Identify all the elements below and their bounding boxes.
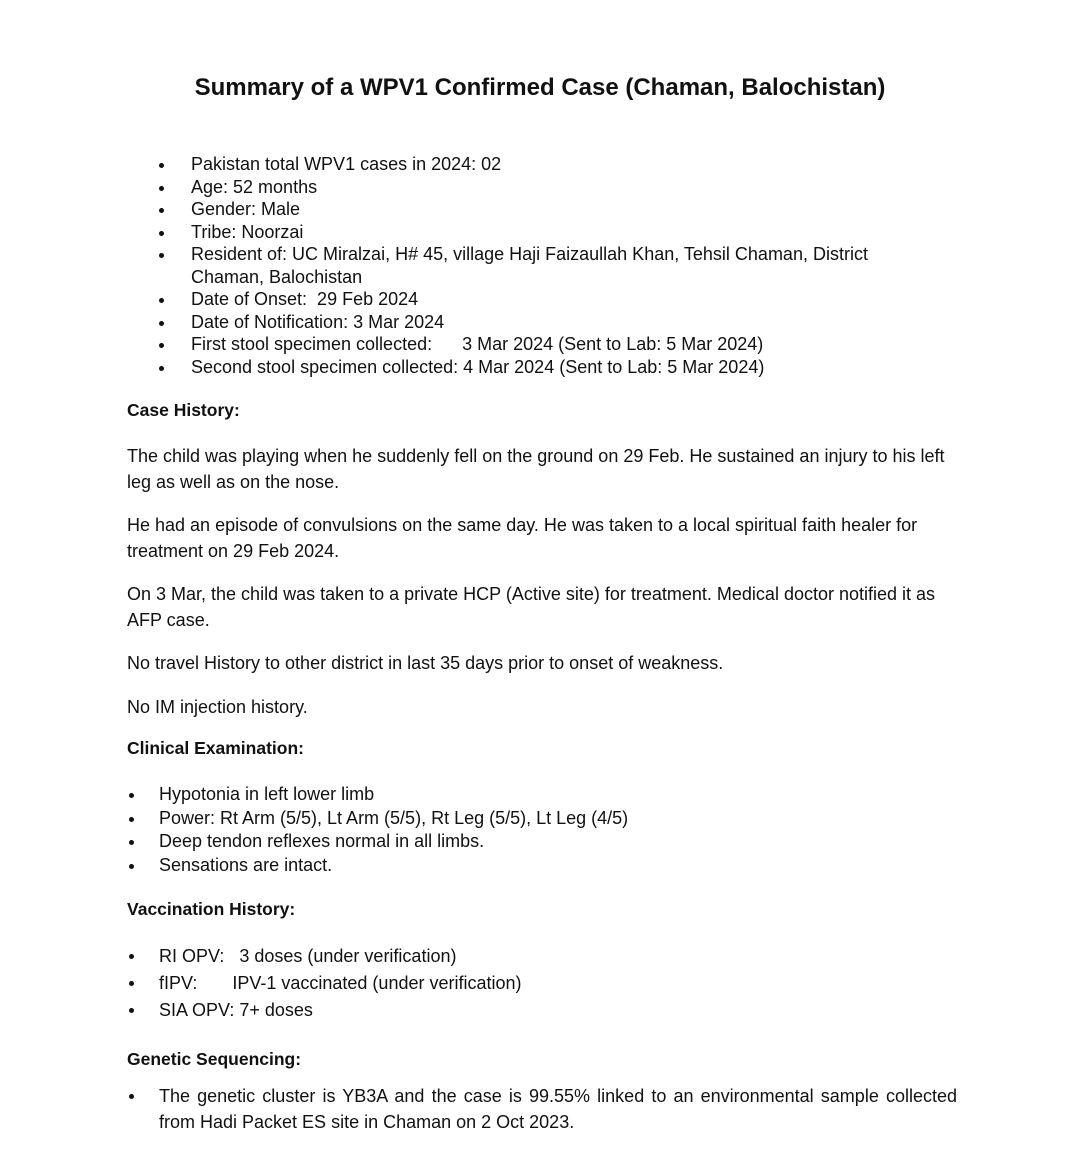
bullet-icon [159,321,164,326]
case-history-paragraph: He had an episode of convulsions on the same day. He was taken to a local spiritual faith healer for treatment on 29 Feb 2024. [127,515,918,561]
page-title: Summary of a WPV1 Confirmed Case (Chaman, Balochistan) [194,74,886,101]
list-item: fIPV: IPV-1 vaccinated (under verification) [127,970,957,997]
list-item: The genetic cluster is YB3A and the case is 99.55% linked to an environmental sample collected from Hadi Packet ES site in Chaman on 2 Oct 2023. [127,1083,957,1135]
vaccination-history-list [127,943,957,1024]
case-history-heading: Case History: [127,400,240,420]
case-history-paragraph: No IM injection history. [127,697,308,717]
list-item: Deep tendon reflexes normal in all limbs. [127,830,957,854]
list-item: Resident of: UC Miralzai, H# 45, village Haji Faizaullah Khan, Tehsil Chaman, District Chaman, Balochistan [130,243,950,288]
bullet-icon [159,186,164,191]
list-item: RI OPV: 3 doses (under verification) [127,943,957,970]
bullet-icon [159,231,164,236]
bullet-icon [129,840,134,845]
list-item: Tribe: Noorzai [130,221,950,244]
list-item: Date of Onset: 29 Feb 2024 [130,288,950,311]
bullet-icon [159,253,164,258]
bullet-icon [129,1008,134,1013]
case-summary-list [130,153,950,378]
list-item: Hypotonia in left lower limb [127,783,957,807]
bullet-icon [129,954,134,959]
genetic-sequencing-heading: Genetic Sequencing: [127,1049,302,1069]
list-item: Second stool specimen collected: 4 Mar 2024 (Sent to Lab: 5 Mar 2024) [130,356,950,379]
bullet-icon [129,817,134,822]
case-history-paragraph: The child was playing when he suddenly fell on the ground on 29 Feb. He sustained an injury to his left leg as well as on the nose. [127,446,945,492]
bullet-icon [129,793,134,798]
list-item: First stool specimen collected: 3 Mar 2024 (Sent to Lab: 5 Mar 2024) [130,333,950,356]
list-item: Date of Notification: 3 Mar 2024 [130,311,950,334]
genetic-sequencing-list [127,1083,957,1135]
bullet-icon [129,1094,134,1099]
bullet-icon [129,981,134,986]
list-item: Power: Rt Arm (5/5), Lt Arm (5/5), Rt Leg (5/5), Lt Leg (4/5) [127,807,957,831]
clinical-examination-list [127,783,957,877]
bullet-icon [159,163,164,168]
list-item: Age: 52 months [130,176,950,199]
list-item: SIA OPV: 7+ doses [127,997,957,1024]
case-history-paragraph: No travel History to other district in last 35 days prior to onset of weakness. [127,653,724,673]
bullet-icon [159,298,164,303]
list-item: Sensations are intact. [127,854,957,878]
bullet-icon [159,343,164,348]
vaccination-history-heading: Vaccination History: [127,899,296,919]
list-item: Pakistan total WPV1 cases in 2024: 02 [130,153,950,176]
bullet-icon [129,864,134,869]
case-history-paragraph: On 3 Mar, the child was taken to a private HCP (Active site) for treatment. Medical doctor notified it as AFP case. [127,584,936,630]
bullet-icon [159,366,164,371]
clinical-examination-heading: Clinical Examination: [127,738,304,758]
list-item: Gender: Male [130,198,950,221]
bullet-icon [159,208,164,213]
